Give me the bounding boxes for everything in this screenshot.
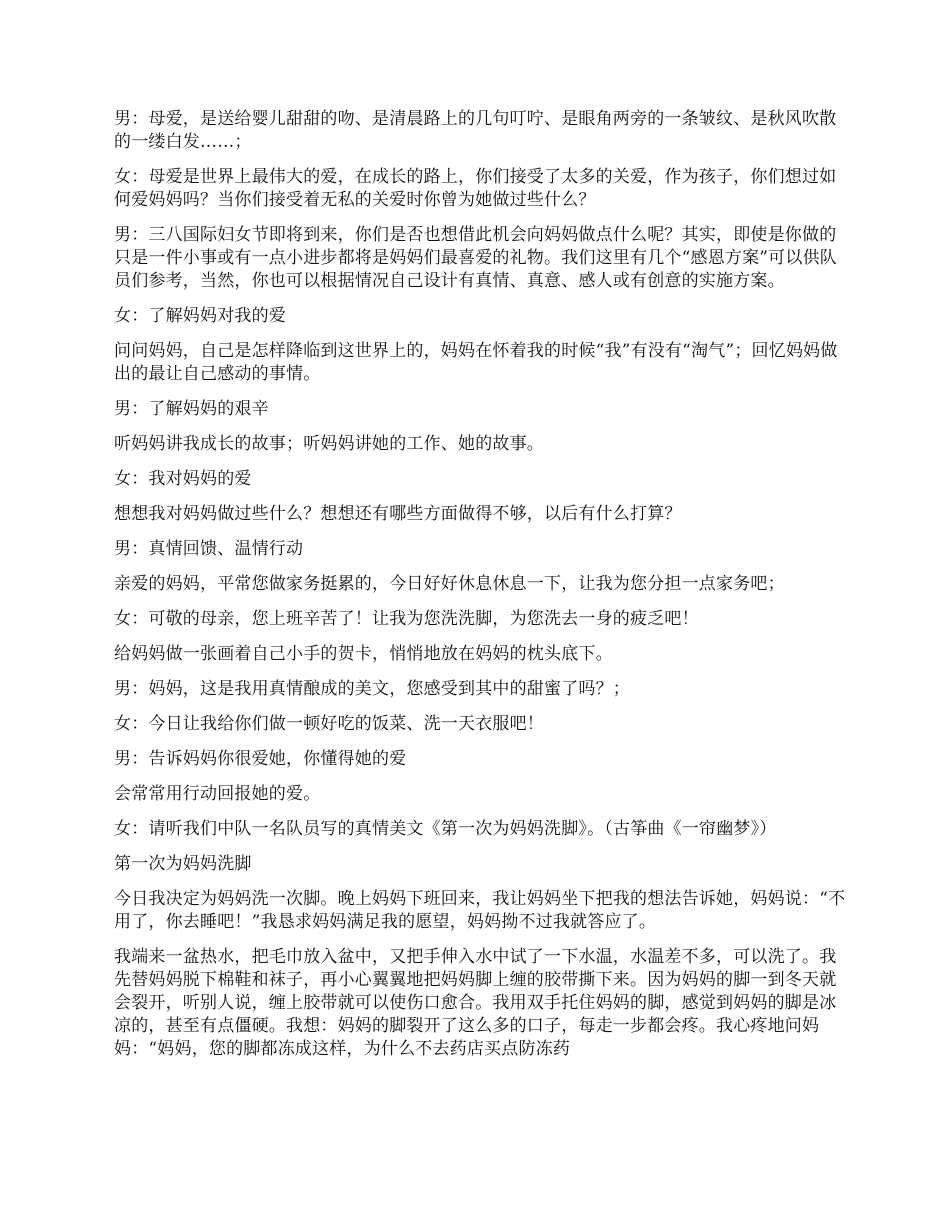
- paragraph: 男：三八国际妇女节即将到来，你们是否也想借此机会向妈妈做点什么呢？其实，即使是你做的只是一件小事或有一点小进步都将是妈妈们最喜爱的礼物。我们这里有几个“感恩方案”可以供队员们参考，当然，你也可以根据情况自己设计有真情、真意、感人或有创意的实施方案。: [114, 225, 837, 291]
- paragraph: 给妈妈做一张画着自己小手的贺卡，悄悄地放在妈妈的枕头底下。: [114, 644, 613, 664]
- paragraph: 女：请听我们中队一名队员写的真情美文《第一次为妈妈洗脚》。（古筝曲《一帘幽梦》）: [114, 819, 777, 839]
- paragraph: 女：可敬的母亲，您上班辛苦了！让我为您洗洗脚，为您洗去一身的疲乏吧！: [114, 609, 699, 629]
- paragraph: 听妈妈讲我成长的故事；听妈妈讲她的工作、她的故事。: [114, 434, 544, 454]
- paragraph: 男：告诉妈妈你很爱她，你懂得她的爱: [114, 749, 407, 769]
- paragraph: 今日我决定为妈妈洗一次脚。晚上妈妈下班回来，我让妈妈坐下把我的想法告诉她，妈妈说：“不用了，你去睡吧！”我恳求妈妈满足我的愿望，妈妈拗不过我就答应了。: [114, 889, 846, 932]
- paragraph: 问问妈妈，自己是怎样降临到这世界上的，妈妈在怀着我的时候“我”有没有“淘气”；回忆妈妈做出的最让自己感动的事情。: [114, 341, 838, 384]
- paragraph: 男：母爱，是送给婴儿甜甜的吻、是清晨路上的几句叮咛、是眼角两旁的一条皱纹、是秋风吹散的一缕白发……；: [114, 109, 837, 152]
- document-body: [114, 108, 846, 1073]
- paragraph: 男：真情回馈、温情行动: [114, 539, 304, 559]
- paragraph: 男：了解妈妈的艰辛: [114, 399, 269, 419]
- paragraph: 我端来一盆热水，把毛巾放入盆中，又把手伸入水中试了一下水温，水温差不多，可以洗了。我先替妈妈脱下棉鞋和袜子，再小心翼翼地把妈妈脚上缠的胶带撕下来。因为妈妈的脚一到冬天就会裂开，听别人说，缠上胶带就可以使伤口愈合。我用双手托住妈妈的脚，感觉到妈妈的脚是冰凉的，甚至有点僵硬。我想：妈妈的脚裂开了这么多的口子，每走一步都会疼。我心疼地问妈妈：“妈妈，您的脚都冻成这样，为什么不去药店买点防冻药: [114, 947, 837, 1059]
- paragraph: 女：了解妈妈对我的爱: [114, 306, 286, 326]
- paragraph: 想想我对妈妈做过些什么？想想还有哪些方面做得不够，以后有什么打算？: [114, 504, 682, 524]
- paragraph: 亲爱的妈妈，平常您做家务挺累的，今日好好休息休息一下，让我为您分担一点家务吧；: [114, 574, 785, 594]
- paragraph: 会常常用行动回报她的爱。: [114, 784, 321, 804]
- section-title: 第一次为妈妈洗脚: [114, 854, 252, 874]
- paragraph: 男：妈妈，这是我用真情酿成的美文，您感受到其中的甜蜜了吗？；: [114, 679, 630, 699]
- paragraph: 女：母爱是世界上最伟大的爱，在成长的路上，你们接受了太多的关爱，作为孩子，你们想过如何爱妈妈吗？当你们接受着无私的关爱时你曾为她做过些什么？: [114, 167, 837, 210]
- paragraph: 女：今日让我给你们做一顿好吃的饭菜、洗一天衣服吧！: [114, 714, 544, 734]
- paragraph: 女：我对妈妈的爱: [114, 469, 252, 489]
